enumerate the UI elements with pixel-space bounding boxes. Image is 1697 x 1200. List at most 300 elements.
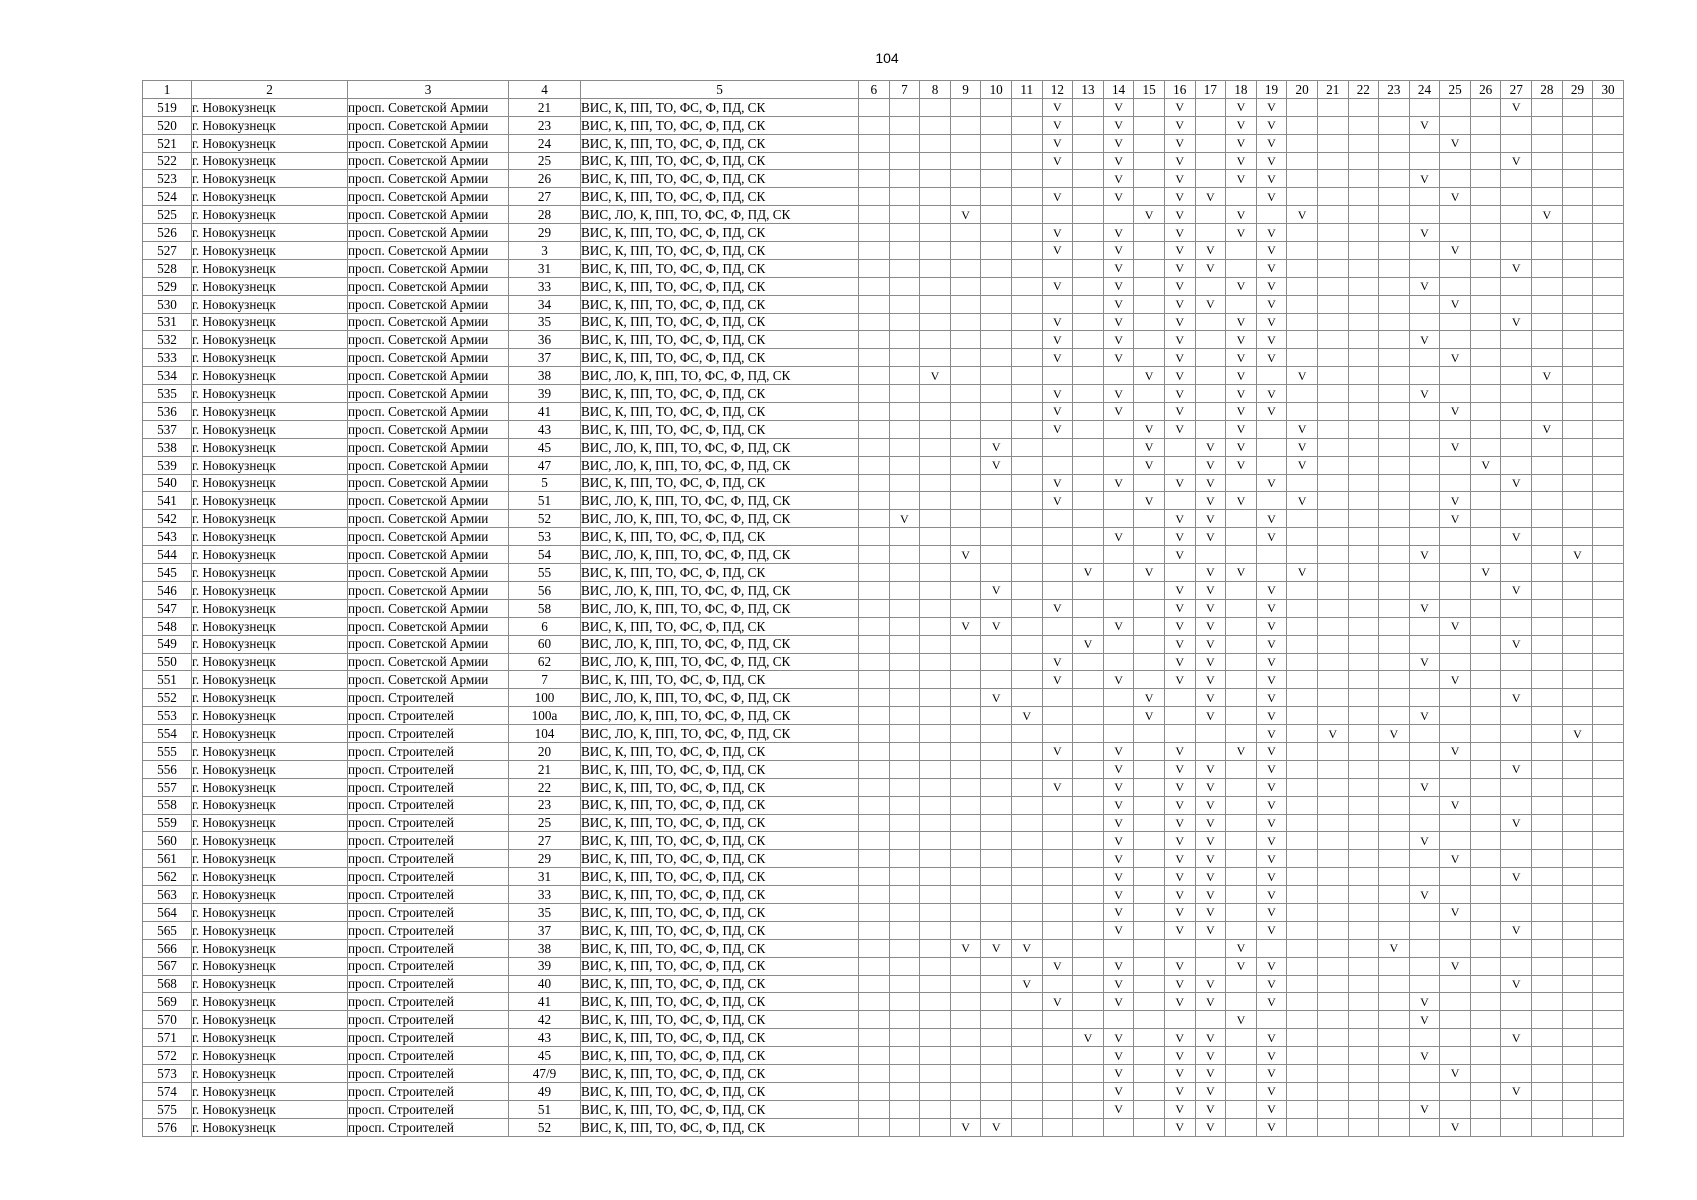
- check-mark: V: [1532, 367, 1563, 385]
- empty-cell: [1348, 564, 1379, 582]
- check-mark: V: [1134, 564, 1165, 582]
- row-number: 553: [143, 707, 192, 725]
- empty-cell: [859, 599, 890, 617]
- empty-cell: [1103, 707, 1134, 725]
- street-cell: просп. Советской Армии: [348, 116, 509, 134]
- empty-cell: [950, 188, 981, 206]
- empty-cell: [1042, 1011, 1073, 1029]
- empty-cell: [1042, 796, 1073, 814]
- works-cell: ВИС, К, ПП, ТО, ФС, Ф, ПД, СК: [581, 1082, 859, 1100]
- empty-cell: [1256, 1011, 1287, 1029]
- empty-cell: [859, 456, 890, 474]
- check-mark: V: [1103, 295, 1134, 313]
- empty-cell: [1593, 170, 1624, 188]
- check-mark: V: [981, 1118, 1012, 1136]
- empty-cell: [1562, 814, 1593, 832]
- empty-cell: [1256, 492, 1287, 510]
- table-row: [143, 1011, 1624, 1029]
- works-cell: ВИС, ЛО, К, ПП, ТО, ФС, Ф, ПД, СК: [581, 492, 859, 510]
- check-mark: V: [1164, 206, 1195, 224]
- empty-cell: [1134, 188, 1165, 206]
- empty-cell: [889, 671, 920, 689]
- empty-cell: [920, 957, 951, 975]
- empty-cell: [1593, 1118, 1624, 1136]
- empty-cell: [1440, 98, 1471, 116]
- empty-cell: [1226, 1082, 1257, 1100]
- works-cell: ВИС, К, ПП, ТО, ФС, Ф, ПД, СК: [581, 1118, 859, 1136]
- empty-cell: [1348, 778, 1379, 796]
- empty-cell: [1042, 438, 1073, 456]
- check-mark: V: [1256, 671, 1287, 689]
- empty-cell: [1440, 528, 1471, 546]
- empty-cell: [1440, 474, 1471, 492]
- empty-cell: [1103, 456, 1134, 474]
- check-mark: V: [1256, 1118, 1287, 1136]
- empty-cell: [1348, 403, 1379, 421]
- city-cell: г. Новокузнецк: [192, 850, 348, 868]
- empty-cell: [1348, 1082, 1379, 1100]
- empty-cell: [1134, 134, 1165, 152]
- check-mark: V: [1501, 635, 1532, 653]
- empty-cell: [920, 564, 951, 582]
- empty-cell: [1348, 528, 1379, 546]
- empty-cell: [1226, 635, 1257, 653]
- empty-cell: [859, 796, 890, 814]
- city-cell: г. Новокузнецк: [192, 939, 348, 957]
- city-cell: г. Новокузнецк: [192, 134, 348, 152]
- check-mark: V: [1164, 868, 1195, 886]
- empty-cell: [1593, 385, 1624, 403]
- empty-cell: [1287, 349, 1318, 367]
- empty-cell: [1470, 224, 1501, 242]
- works-cell: ВИС, К, ПП, ТО, ФС, Ф, ПД, СК: [581, 295, 859, 313]
- empty-cell: [1042, 689, 1073, 707]
- empty-cell: [1134, 760, 1165, 778]
- check-mark: V: [1164, 331, 1195, 349]
- empty-cell: [1593, 832, 1624, 850]
- empty-cell: [1011, 546, 1042, 564]
- empty-cell: [1470, 528, 1501, 546]
- works-cell: ВИС, К, ПП, ТО, ФС, Ф, ПД, СК: [581, 259, 859, 277]
- empty-cell: [920, 188, 951, 206]
- empty-cell: [1348, 635, 1379, 653]
- empty-cell: [1562, 528, 1593, 546]
- empty-cell: [1593, 277, 1624, 295]
- row-number: 561: [143, 850, 192, 868]
- empty-cell: [920, 1029, 951, 1047]
- check-mark: V: [950, 546, 981, 564]
- works-cell: ВИС, ЛО, К, ПП, ТО, ФС, Ф, ПД, СК: [581, 725, 859, 743]
- empty-cell: [1226, 868, 1257, 886]
- empty-cell: [1562, 599, 1593, 617]
- empty-cell: [1226, 1029, 1257, 1047]
- empty-cell: [1379, 975, 1410, 993]
- check-mark: V: [1256, 742, 1287, 760]
- house-cell: 7: [509, 671, 581, 689]
- empty-cell: [1379, 492, 1410, 510]
- empty-cell: [1348, 349, 1379, 367]
- row-number: 524: [143, 188, 192, 206]
- check-mark: V: [1164, 886, 1195, 904]
- empty-cell: [1379, 599, 1410, 617]
- empty-cell: [1440, 1029, 1471, 1047]
- empty-cell: [1011, 349, 1042, 367]
- empty-cell: [1317, 921, 1348, 939]
- empty-cell: [1134, 546, 1165, 564]
- empty-cell: [1287, 886, 1318, 904]
- empty-cell: [1256, 206, 1287, 224]
- street-cell: просп. Советской Армии: [348, 259, 509, 277]
- empty-cell: [1470, 98, 1501, 116]
- empty-cell: [1409, 474, 1440, 492]
- empty-cell: [1317, 653, 1348, 671]
- empty-cell: [1073, 832, 1104, 850]
- empty-cell: [1470, 939, 1501, 957]
- house-cell: 39: [509, 957, 581, 975]
- empty-cell: [1103, 492, 1134, 510]
- works-cell: ВИС, К, ПП, ТО, ФС, Ф, ПД, СК: [581, 331, 859, 349]
- check-mark: V: [1226, 939, 1257, 957]
- empty-cell: [1317, 492, 1348, 510]
- empty-cell: [1134, 1064, 1165, 1082]
- check-mark: V: [1440, 1118, 1471, 1136]
- empty-cell: [1226, 671, 1257, 689]
- street-cell: просп. Советской Армии: [348, 510, 509, 528]
- check-mark: V: [1103, 385, 1134, 403]
- empty-cell: [1593, 98, 1624, 116]
- empty-cell: [1073, 170, 1104, 188]
- check-mark: V: [1164, 510, 1195, 528]
- empty-cell: [1317, 850, 1348, 868]
- empty-cell: [981, 957, 1012, 975]
- empty-cell: [1501, 224, 1532, 242]
- check-mark: V: [1134, 707, 1165, 725]
- empty-cell: [1011, 492, 1042, 510]
- check-mark: V: [1103, 671, 1134, 689]
- check-mark: V: [1470, 456, 1501, 474]
- empty-cell: [1073, 438, 1104, 456]
- empty-cell: [1501, 599, 1532, 617]
- empty-cell: [1226, 975, 1257, 993]
- row-number: 523: [143, 170, 192, 188]
- check-mark: V: [1409, 385, 1440, 403]
- empty-cell: [1348, 546, 1379, 564]
- empty-cell: [1501, 331, 1532, 349]
- empty-cell: [1440, 546, 1471, 564]
- empty-cell: [1562, 206, 1593, 224]
- empty-cell: [1379, 403, 1410, 421]
- works-cell: ВИС, К, ПП, ТО, ФС, Ф, ПД, СК: [581, 814, 859, 832]
- check-mark: V: [1287, 492, 1318, 510]
- empty-cell: [859, 921, 890, 939]
- table-row: [143, 277, 1624, 295]
- table-row: [143, 403, 1624, 421]
- column-header-13: 13: [1073, 81, 1104, 99]
- empty-cell: [1379, 385, 1410, 403]
- street-cell: просп. Строителей: [348, 725, 509, 743]
- house-cell: 33: [509, 277, 581, 295]
- column-header-21: 21: [1317, 81, 1348, 99]
- check-mark: V: [1042, 188, 1073, 206]
- check-mark: V: [1164, 1118, 1195, 1136]
- empty-cell: [981, 1082, 1012, 1100]
- empty-cell: [1073, 886, 1104, 904]
- check-mark: V: [1287, 438, 1318, 456]
- check-mark: V: [1164, 277, 1195, 295]
- check-mark: V: [1501, 760, 1532, 778]
- table-row: [143, 635, 1624, 653]
- empty-cell: [950, 760, 981, 778]
- empty-cell: [1134, 671, 1165, 689]
- row-number: 519: [143, 98, 192, 116]
- empty-cell: [859, 814, 890, 832]
- street-cell: просп. Советской Армии: [348, 671, 509, 689]
- empty-cell: [889, 635, 920, 653]
- empty-cell: [1379, 689, 1410, 707]
- empty-cell: [1317, 456, 1348, 474]
- empty-cell: [1593, 474, 1624, 492]
- empty-cell: [1134, 403, 1165, 421]
- empty-cell: [889, 1011, 920, 1029]
- empty-cell: [1317, 546, 1348, 564]
- empty-cell: [1593, 742, 1624, 760]
- table-row: [143, 599, 1624, 617]
- empty-cell: [1287, 689, 1318, 707]
- empty-cell: [1593, 671, 1624, 689]
- empty-cell: [1042, 546, 1073, 564]
- check-mark: V: [1287, 564, 1318, 582]
- empty-cell: [1348, 152, 1379, 170]
- empty-cell: [1470, 957, 1501, 975]
- table-row: [143, 760, 1624, 778]
- empty-cell: [1042, 367, 1073, 385]
- city-cell: г. Новокузнецк: [192, 1064, 348, 1082]
- empty-cell: [1562, 760, 1593, 778]
- empty-cell: [1226, 259, 1257, 277]
- check-mark: V: [1164, 1082, 1195, 1100]
- empty-cell: [1287, 850, 1318, 868]
- empty-cell: [1532, 492, 1563, 510]
- check-mark: V: [1164, 224, 1195, 242]
- check-mark: V: [1042, 653, 1073, 671]
- check-mark: V: [1195, 295, 1226, 313]
- empty-cell: [1287, 1118, 1318, 1136]
- street-cell: просп. Советской Армии: [348, 313, 509, 331]
- empty-cell: [1593, 152, 1624, 170]
- empty-cell: [1011, 742, 1042, 760]
- empty-cell: [1593, 116, 1624, 134]
- check-mark: V: [1226, 152, 1257, 170]
- empty-cell: [889, 921, 920, 939]
- empty-cell: [1134, 349, 1165, 367]
- empty-cell: [1379, 850, 1410, 868]
- table-row: [143, 939, 1624, 957]
- empty-cell: [1348, 206, 1379, 224]
- street-cell: просп. Советской Армии: [348, 474, 509, 492]
- empty-cell: [1470, 635, 1501, 653]
- empty-cell: [1501, 832, 1532, 850]
- house-cell: 39: [509, 385, 581, 403]
- empty-cell: [1532, 671, 1563, 689]
- empty-cell: [1073, 403, 1104, 421]
- works-cell: ВИС, К, ПП, ТО, ФС, Ф, ПД, СК: [581, 474, 859, 492]
- empty-cell: [981, 993, 1012, 1011]
- empty-cell: [1501, 492, 1532, 510]
- empty-cell: [1348, 224, 1379, 242]
- empty-cell: [1501, 367, 1532, 385]
- check-mark: V: [1440, 295, 1471, 313]
- table-row: [143, 707, 1624, 725]
- table-row: [143, 385, 1624, 403]
- check-mark: V: [1195, 778, 1226, 796]
- empty-cell: [1593, 868, 1624, 886]
- empty-cell: [1042, 975, 1073, 993]
- empty-cell: [1562, 492, 1593, 510]
- row-number: 566: [143, 939, 192, 957]
- empty-cell: [1593, 1082, 1624, 1100]
- empty-cell: [1226, 850, 1257, 868]
- empty-cell: [1470, 420, 1501, 438]
- empty-cell: [1011, 957, 1042, 975]
- empty-cell: [1440, 277, 1471, 295]
- empty-cell: [1011, 474, 1042, 492]
- empty-cell: [1134, 224, 1165, 242]
- check-mark: V: [1164, 259, 1195, 277]
- empty-cell: [1011, 206, 1042, 224]
- empty-cell: [1440, 599, 1471, 617]
- city-cell: г. Новокузнецк: [192, 313, 348, 331]
- row-number: 570: [143, 1011, 192, 1029]
- empty-cell: [859, 206, 890, 224]
- empty-cell: [1532, 1100, 1563, 1118]
- check-mark: V: [1226, 134, 1257, 152]
- empty-cell: [1103, 939, 1134, 957]
- empty-cell: [1011, 528, 1042, 546]
- empty-cell: [1073, 1082, 1104, 1100]
- empty-cell: [889, 993, 920, 1011]
- empty-cell: [1409, 438, 1440, 456]
- check-mark: V: [1501, 689, 1532, 707]
- empty-cell: [1042, 1047, 1073, 1065]
- table-row: [143, 331, 1624, 349]
- empty-cell: [1317, 564, 1348, 582]
- empty-cell: [1470, 742, 1501, 760]
- table-row: [143, 188, 1624, 206]
- empty-cell: [1409, 689, 1440, 707]
- empty-cell: [1440, 331, 1471, 349]
- empty-cell: [1470, 1100, 1501, 1118]
- empty-cell: [950, 707, 981, 725]
- check-mark: V: [1134, 456, 1165, 474]
- row-number: 550: [143, 653, 192, 671]
- empty-cell: [859, 295, 890, 313]
- check-mark: V: [1042, 313, 1073, 331]
- empty-cell: [1287, 331, 1318, 349]
- empty-cell: [1532, 814, 1563, 832]
- check-mark: V: [1409, 1011, 1440, 1029]
- city-cell: г. Новокузнецк: [192, 564, 348, 582]
- empty-cell: [1348, 277, 1379, 295]
- empty-cell: [1011, 403, 1042, 421]
- check-mark: V: [1256, 313, 1287, 331]
- empty-cell: [889, 224, 920, 242]
- house-cell: 104: [509, 725, 581, 743]
- empty-cell: [1195, 116, 1226, 134]
- empty-cell: [1226, 778, 1257, 796]
- table-row: [143, 689, 1624, 707]
- works-cell: ВИС, ЛО, К, ПП, ТО, ФС, Ф, ПД, СК: [581, 707, 859, 725]
- empty-cell: [1256, 420, 1287, 438]
- empty-cell: [1532, 886, 1563, 904]
- street-cell: просп. Строителей: [348, 850, 509, 868]
- check-mark: V: [1164, 635, 1195, 653]
- empty-cell: [1287, 742, 1318, 760]
- empty-cell: [1287, 993, 1318, 1011]
- check-mark: V: [1440, 1064, 1471, 1082]
- empty-cell: [1164, 707, 1195, 725]
- empty-cell: [1562, 474, 1593, 492]
- empty-cell: [1562, 259, 1593, 277]
- street-cell: просп. Строителей: [348, 832, 509, 850]
- street-cell: просп. Советской Армии: [348, 367, 509, 385]
- empty-cell: [1348, 921, 1379, 939]
- empty-cell: [950, 528, 981, 546]
- table-row: [143, 796, 1624, 814]
- check-mark: V: [1042, 492, 1073, 510]
- empty-cell: [1562, 1100, 1593, 1118]
- check-mark: V: [1440, 242, 1471, 260]
- check-mark: V: [1409, 778, 1440, 796]
- empty-cell: [1134, 385, 1165, 403]
- empty-cell: [1348, 242, 1379, 260]
- table-row: [143, 259, 1624, 277]
- empty-cell: [1073, 653, 1104, 671]
- empty-cell: [1409, 617, 1440, 635]
- empty-cell: [1317, 1011, 1348, 1029]
- empty-cell: [920, 814, 951, 832]
- empty-cell: [1317, 385, 1348, 403]
- check-mark: V: [1042, 385, 1073, 403]
- check-mark: V: [1073, 635, 1104, 653]
- empty-cell: [1562, 921, 1593, 939]
- empty-cell: [1532, 259, 1563, 277]
- empty-cell: [859, 134, 890, 152]
- empty-cell: [1409, 635, 1440, 653]
- empty-cell: [1470, 581, 1501, 599]
- check-mark: V: [1011, 707, 1042, 725]
- empty-cell: [1593, 331, 1624, 349]
- table-row: [143, 617, 1624, 635]
- street-cell: просп. Советской Армии: [348, 599, 509, 617]
- house-cell: 27: [509, 832, 581, 850]
- table-row: [143, 98, 1624, 116]
- check-mark: V: [1409, 277, 1440, 295]
- check-mark: V: [1256, 277, 1287, 295]
- empty-cell: [1409, 188, 1440, 206]
- column-header-6: 6: [859, 81, 890, 99]
- column-header-23: 23: [1379, 81, 1410, 99]
- empty-cell: [1042, 939, 1073, 957]
- empty-cell: [1287, 385, 1318, 403]
- empty-cell: [1593, 850, 1624, 868]
- empty-cell: [1073, 939, 1104, 957]
- column-header-1: 1: [143, 81, 192, 99]
- empty-cell: [1409, 1064, 1440, 1082]
- empty-cell: [1532, 742, 1563, 760]
- check-mark: V: [1195, 259, 1226, 277]
- empty-cell: [889, 760, 920, 778]
- empty-cell: [950, 868, 981, 886]
